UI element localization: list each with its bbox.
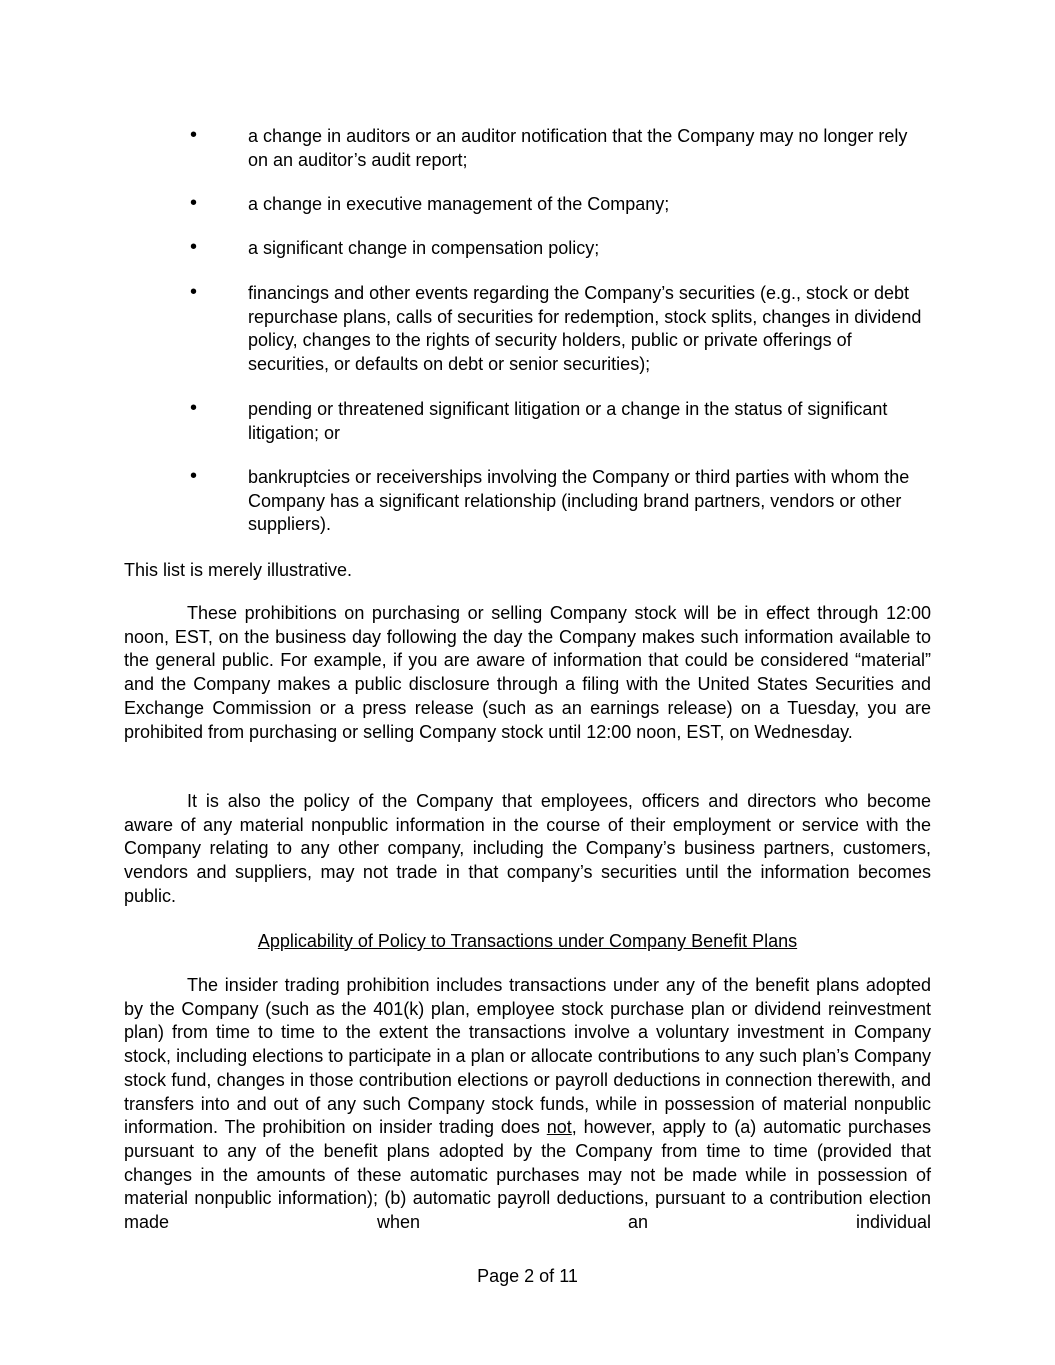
bullet-item: financings and other events regarding the Company’s securities (e.g., stock or debt repurchase plans, calls of securities for redemption, stock splits, changes in dividend policy, changes to the rights of security holders, public or private offerings of securities, or defaults on debt or senior securities); [248,283,922,374]
paragraph-other-company: It is also the policy of the Company that employees, officers and directors who become aware of any material nonpublic information in the course of their employment or service with the Company relating to any other company, including the Company’s business partners, customers, vendors and suppliers, may not trade in that company’s securities until the information becomes public. [124,791,931,906]
bullet-item: pending or threatened significant litigation or a change in the status of significant litigation; or [248,399,888,443]
bullet-item: a significant change in compensation policy; [248,238,600,258]
bullet-marker: • [190,192,198,214]
list-note: This list is merely illustrative. [124,560,353,580]
bullet-item: a change in auditors or an auditor notification that the Company may no longer rely on an auditor’s audit report; [248,126,908,170]
bullet-item: bankruptcies or receiverships involving the Company or third parties with whom the Company has a significant relationship (including brand partners, vendors or other suppliers). [248,467,910,534]
bullet-marker: • [190,124,198,146]
benefit-plans-emphasis: not [546,1117,572,1138]
bullet-marker: • [190,465,198,487]
section-heading: Applicability of Policy to Transactions under Company Benefit Plans [257,931,798,951]
paragraph-prohibitions: These prohibitions on purchasing or selling Company stock will be in effect through 12:00 noon, EST, on the business day following the day the Company makes such information available to the general public. For example, if you are aware of information that could be considered “material” and the Company makes a public disclosure through a filing with the United States Securities and Exchange Commission or a press release (such as an earnings release) on a Tuesday, you are prohibited from purchasing or selling Company stock until 12:00 noon, EST, on Wednesday. [124,603,931,742]
benefit-plans-text-after: , however, apply to (a) automatic purchases pursuant to any of the benefit plans adopted by the Company from time to time (provided that changes in the amounts of these automatic purchases may not be made while in possession of material nonpublic information); (b) automatic payroll deductions, pursuant to a contribution election made when an individual [124,1117,931,1233]
bullet-item: a change in executive management of the Company; [248,194,670,214]
paragraph-benefit-plans [124,974,931,1235]
bullet-marker: • [190,397,198,419]
page-number: Page 2 of 11 [477,1266,578,1286]
benefit-plans-text-before: The insider trading prohibition includes transactions under any of the benefit plans adopted by the Company (such as the 401(k) plan, employee stock purchase plan or dividend reinvestment plan) from time to time to the extent the transactions involve a voluntary investment in Company stock, including elections to participate in a plan or allocate contributions to any such plan’s Company stock fund, changes in those contribution elections or payroll deductions in connection therewith, and transfers into and out of any such Company stock funds, while in possession of material nonpublic information. The prohibition on insider trading does [124,975,931,1138]
bullet-marker: • [190,281,198,303]
bullet-marker: • [190,236,198,258]
